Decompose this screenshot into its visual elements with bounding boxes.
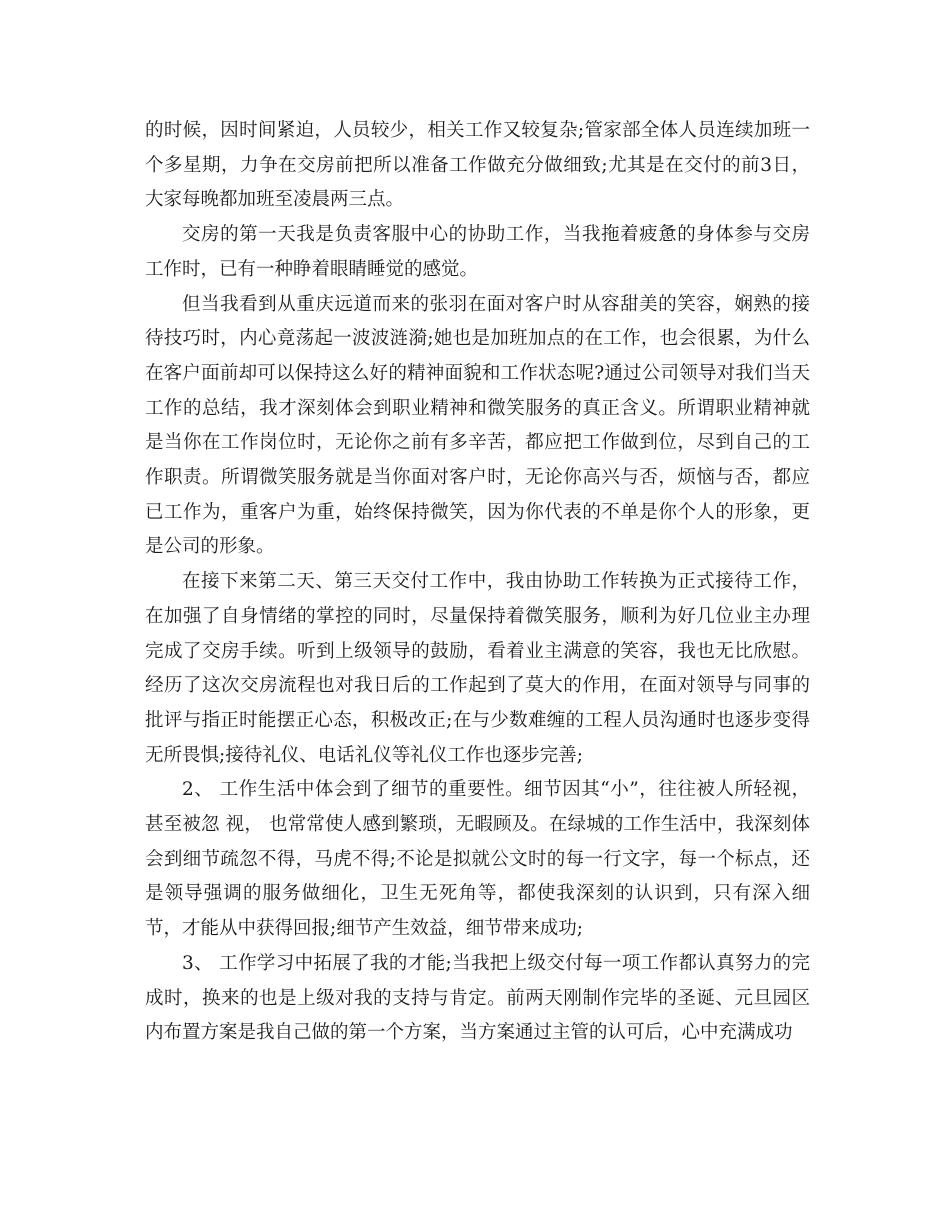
paragraph-point-3-skills: 3、 工作学习中拓展了我的才能;当我把上级交付每一项工作都认真努力的完成时，换来的也是上级对我的支持与肯定。前两天刚制作完毕的圣诞、元旦园区内布置方案是我自己做的第一个方案，当方案通过主管的认可后，心中充满成功	[145, 952, 810, 1044]
paragraph-professional-spirit: 但当我看到从重庆远道而来的张羽在面对客户时从容甜美的笑容，娴熟的接待技巧时，内心竟荡起一波波涟漪;她也是加班加点的在工作，也会很累，为什么在客户面前却可以保持这么好的精神面貌和工作状态呢?通过公司领导对我们当天工作的总结，我才深刻体会到职业精神和微笑服务的真正含义。所谓职业精神就是当你在工作岗位时，无论你之前有多辛苦，都应把工作做到位，尽到自己的工作职责。所谓微笑服务就是当你面对客户时，无论你高兴与否，烦恼与否，都应已工作为，重客户为重，始终保持微笑，因为你代表的不单是你个人的形象，更是公司的形象。	[145, 293, 810, 558]
paragraph-first-day: 交房的第一天我是负责客服中心的协助工作，当我拖着疲惫的身体参与交房工作时，已有一种睁着眼睛睡觉的感觉。	[145, 224, 810, 280]
paragraph-continuation: 的时候，因时间紧迫，人员较少，相关工作又较复杂;管家部全体人员连续加班一个多星期，力争在交房前把所以准备工作做充分做细致;尤其是在交付的前3日，大家每晚都加班至凌晨两三点。	[145, 120, 810, 211]
paragraph-point-2-details: 2、 工作生活中体会到了细节的重要性。细节因其“小”，往往被人所轻视，甚至被忽 视， 也常常使人感到繁琐，无暇顾及。在绿城的工作生活中，我深刻体会到细节疏忽不得，马虎不得;不论是拟就公文时的每一行文字，每一个标点，还是领导强调的服务做细化，卫生无死角等，都使我深刻的认识到，只有深入细节，才能从中获得回报;细节产生效益，细节带来成功;	[145, 779, 810, 940]
document-body	[145, 114, 810, 1051]
paragraph-following-days: 在接下来第二天、第三天交付工作中，我由协助工作转换为正式接待工作，在加强了自身情绪的掌控的同时，尽量保持着微笑服务，顺利为好几位业主办理完成了交房手续。听到上级领导的鼓励，看着业主满意的笑容，我也无比欣慰。经历了这次交房流程也对我日后的工作起到了莫大的作用，在面对领导与同事的批评与指正时能摆正心态，积极改正;在与少数难缠的工程人员沟通时也逐步变得无所畏惧;接待礼仪、电话礼仪等礼仪工作也逐步完善;	[145, 571, 810, 766]
